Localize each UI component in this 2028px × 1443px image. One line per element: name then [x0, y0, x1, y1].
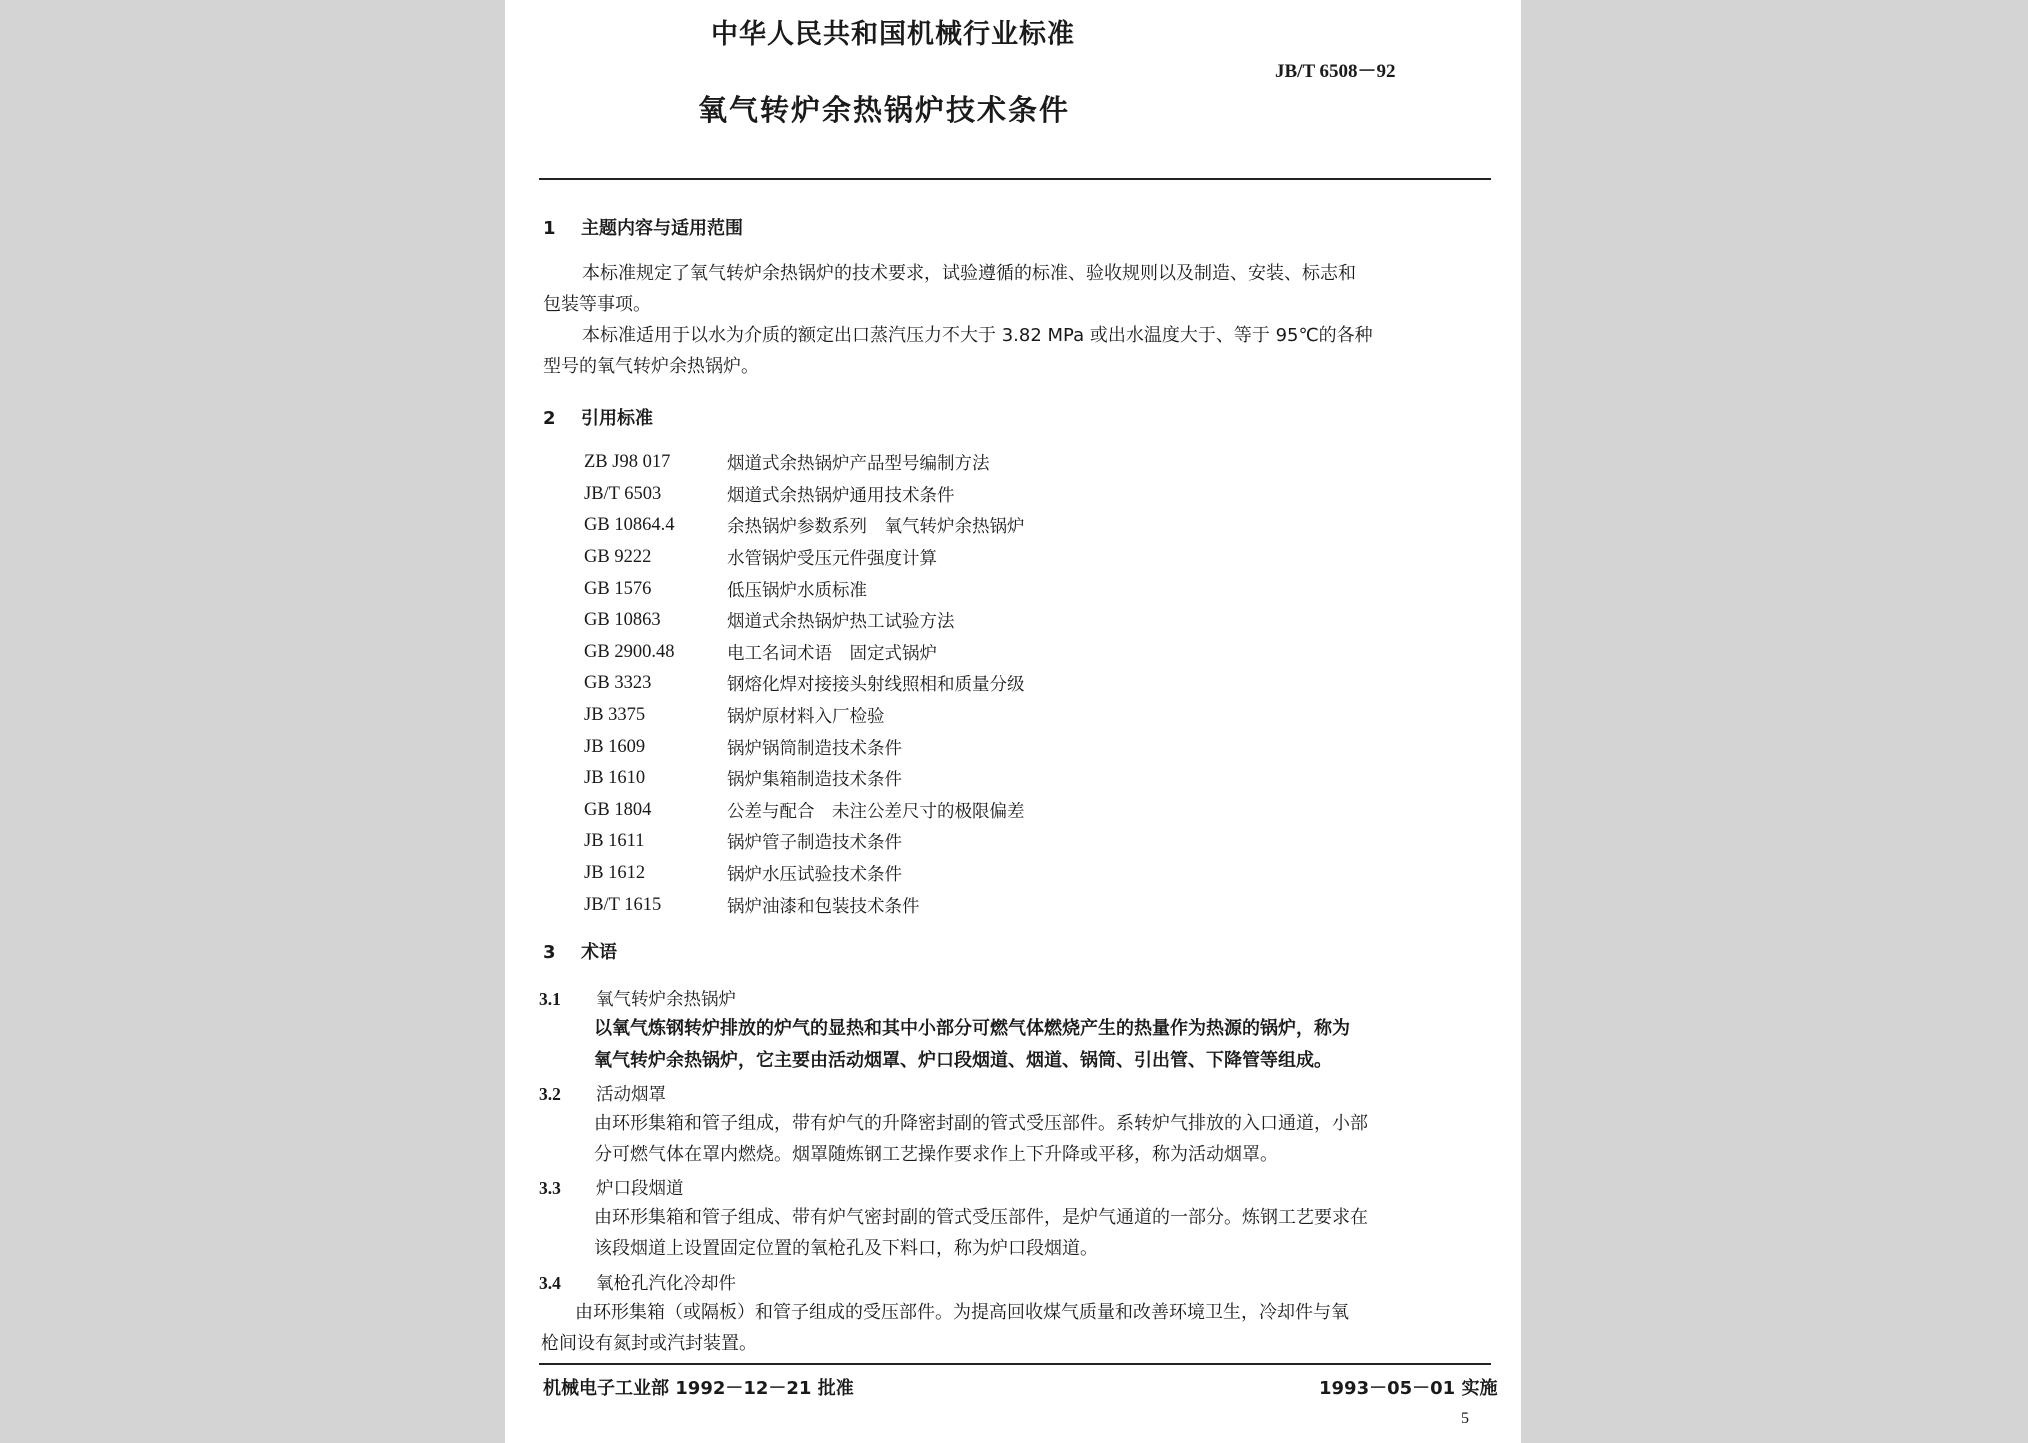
- reference-code: GB 1804: [584, 799, 652, 820]
- reference-code: JB 1609: [584, 736, 646, 757]
- reference-code: JB 1611: [584, 831, 645, 852]
- reference-title: 锅炉集箱制造技术条件: [727, 770, 902, 791]
- reference-item: [584, 795, 1025, 827]
- term-3-1-definition-line-1: 以氧气炼钢转炉排放的炉气的显热和其中小部分可燃气体燃烧产生的热量作为热源的锅炉，称为: [594, 1018, 1350, 1039]
- approval-line: 机械电子工业部 1992－12－21 批准: [543, 1378, 854, 1399]
- reference-item: [584, 510, 1025, 542]
- reference-item: [584, 763, 1025, 795]
- reference-item: [584, 479, 1025, 511]
- term-number: 3.1: [539, 989, 561, 1009]
- reference-item: [584, 700, 1025, 732]
- reference-title: 电工名词术语 固定式锅炉: [727, 643, 937, 664]
- reference-code: JB 1610: [584, 768, 646, 789]
- reference-item: [584, 605, 1025, 637]
- term-3-4-label: [539, 1270, 736, 1295]
- term-number: 3.4: [539, 1273, 561, 1293]
- document-page: [505, 0, 1521, 1443]
- reference-item: [584, 731, 1025, 763]
- standard-code: JB/T 6508－92: [1275, 61, 1396, 82]
- section-3-heading: [543, 938, 617, 964]
- reference-title: 钢熔化焊对接接头射线照相和质量分级: [727, 675, 1025, 696]
- effective-date: 1993－05－01 实施: [1319, 1378, 1498, 1399]
- reference-code: GB 1576: [584, 578, 652, 599]
- reference-code: JB 1612: [584, 863, 646, 884]
- reference-title: 烟道式余热锅炉通用技术条件: [727, 485, 955, 506]
- section-1-heading: [543, 214, 743, 240]
- term-number: 3.3: [539, 1178, 561, 1198]
- reference-code: GB 10863: [584, 610, 661, 631]
- term-name: 活动烟罩: [596, 1085, 666, 1105]
- section-number: 1: [543, 218, 556, 239]
- reference-item: [584, 542, 1025, 574]
- section-1-paragraph-2-line-2: 型号的氧气转炉余热锅炉。: [543, 356, 759, 377]
- reference-item: [584, 447, 1025, 479]
- header-rule: [539, 178, 1491, 180]
- reference-code: GB 9222: [584, 547, 652, 568]
- section-number: 2: [543, 408, 556, 429]
- section-1-paragraph-1-line-2: 包装等事项。: [543, 294, 651, 315]
- term-3-2-label: [539, 1081, 666, 1106]
- term-3-2-definition-line-1: 由环形集箱和管子组成，带有炉气的升降密封副的管式受压部件。系转炉气排放的入口通道，小部: [594, 1113, 1368, 1134]
- footer-rule: [539, 1363, 1491, 1365]
- reference-title: 锅炉油漆和包装技术条件: [727, 896, 920, 917]
- term-name: 炉口段烟道: [596, 1179, 684, 1199]
- reference-item: [584, 889, 1025, 921]
- term-3-4-definition-line-2: 枪间设有氮封或汽封装置。: [541, 1333, 757, 1354]
- term-name: 氧气转炉余热锅炉: [596, 990, 736, 1010]
- section-title: 引用标准: [581, 408, 653, 429]
- reference-item: [584, 826, 1025, 858]
- section-number: 3: [543, 942, 556, 963]
- term-3-1-label: [539, 986, 736, 1011]
- reference-code: JB/T 1615: [584, 894, 662, 915]
- section-2-heading: [543, 404, 653, 430]
- reference-code: GB 3323: [584, 673, 652, 694]
- reference-item: [584, 637, 1025, 669]
- term-3-3-definition-line-2: 该段烟道上设置固定位置的氧枪孔及下料口，称为炉口段烟道。: [594, 1238, 1098, 1259]
- term-3-2-definition-line-2: 分可燃气体在罩内燃烧。烟罩随炼钢工艺操作要求作上下升降或平移，称为活动烟罩。: [594, 1144, 1278, 1165]
- document-title: 氧气转炉余热锅炉技术条件: [698, 93, 1071, 127]
- term-3-4-definition-line-1: 由环形集箱（或隔板）和管子组成的受压部件。为提高回收煤气质量和改善环境卫生，冷却件与氧: [575, 1302, 1349, 1323]
- reference-title: 烟道式余热锅炉热工试验方法: [727, 612, 955, 633]
- term-3-3-definition-line-1: 由环形集箱和管子组成、带有炉气密封副的管式受压部件，是炉气通道的一部分。炼钢工艺要求在: [594, 1207, 1368, 1228]
- term-3-3-label: [539, 1175, 684, 1200]
- reference-code: ZB J98 017: [584, 452, 671, 473]
- reference-title: 锅炉锅筒制造技术条件: [727, 738, 902, 759]
- reference-item: [584, 668, 1025, 700]
- term-name: 氧枪孔汽化冷却件: [596, 1274, 736, 1294]
- page-number: 5: [1461, 1410, 1469, 1427]
- normative-references-list: [584, 447, 1025, 921]
- reference-title: 烟道式余热锅炉产品型号编制方法: [727, 454, 990, 475]
- section-title: 术语: [581, 942, 617, 963]
- section-title: 主题内容与适用范围: [581, 218, 743, 239]
- reference-code: GB 10864.4: [584, 515, 675, 536]
- reference-item: [584, 573, 1025, 605]
- reference-code: JB 3375: [584, 705, 646, 726]
- reference-title: 公差与配合 未注公差尺寸的极限偏差: [727, 801, 1025, 822]
- term-number: 3.2: [539, 1084, 561, 1104]
- standard-organization: 中华人民共和国机械行业标准: [711, 19, 1075, 50]
- reference-title: 水管锅炉受压元件强度计算: [727, 549, 937, 570]
- reference-code: GB 2900.48: [584, 641, 675, 662]
- reference-title: 锅炉水压试验技术条件: [727, 865, 902, 886]
- reference-title: 锅炉管子制造技术条件: [727, 833, 902, 854]
- section-1-paragraph-1-line-1: 本标准规定了氧气转炉余热锅炉的技术要求，试验遵循的标准、验收规则以及制造、安装、标志和: [582, 263, 1356, 284]
- reference-title: 余热锅炉参数系列 氧气转炉余热锅炉: [727, 517, 1025, 538]
- reference-code: JB/T 6503: [584, 483, 662, 504]
- reference-item: [584, 858, 1025, 890]
- reference-title: 低压锅炉水质标准: [727, 580, 867, 601]
- reference-title: 锅炉原材料入厂检验: [727, 707, 885, 728]
- section-1-paragraph-2-line-1: 本标准适用于以水为介质的额定出口蒸汽压力不大于 3.82 MPa 或出水温度大于、等于 95℃的各种: [582, 325, 1373, 346]
- term-3-1-definition-line-2: 氧气转炉余热锅炉，它主要由活动烟罩、炉口段烟道、烟道、锅筒、引出管、下降管等组成。: [594, 1050, 1332, 1071]
